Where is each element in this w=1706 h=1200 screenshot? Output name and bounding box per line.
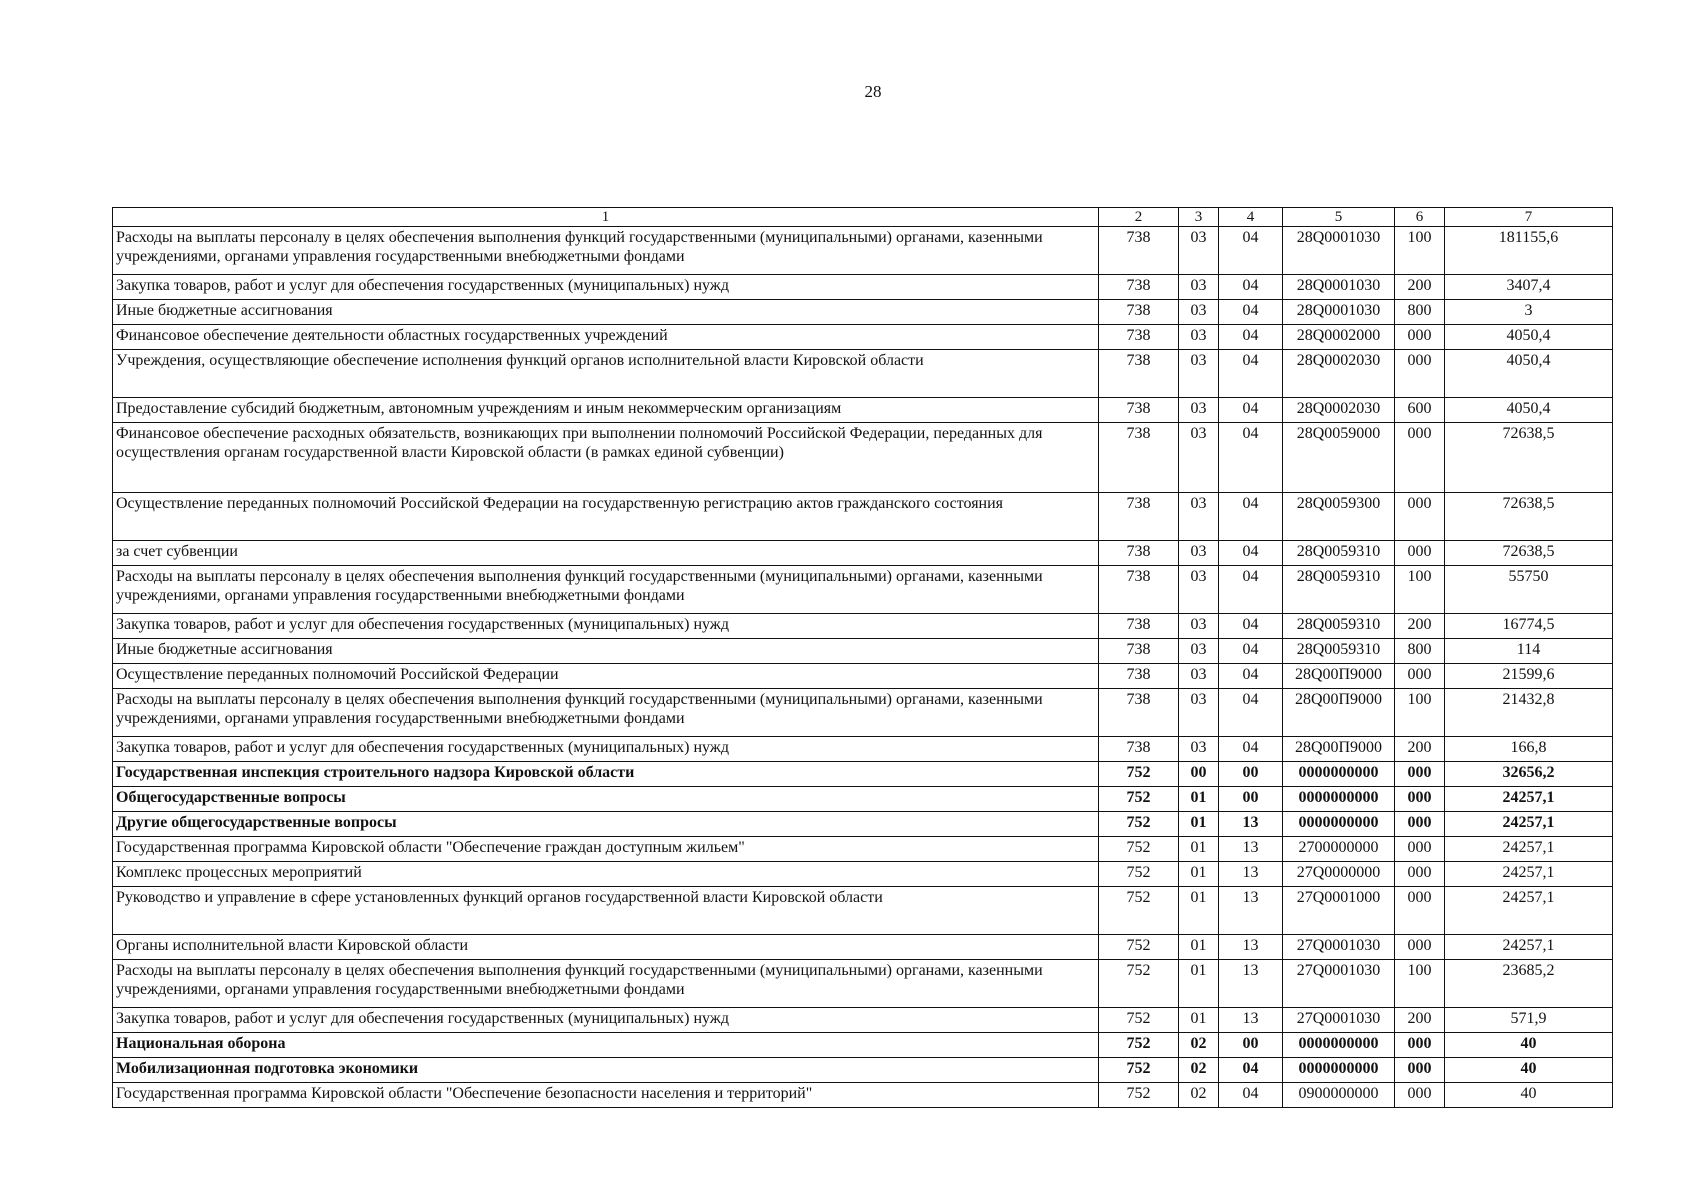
section-code-cell: 01: [1179, 812, 1219, 837]
section-code-cell: 03: [1179, 275, 1219, 300]
ministry-code-cell: 752: [1099, 935, 1179, 960]
expense-name-cell: Расходы на выплаты персоналу в целях обеспечения выполнения функций государственными (муниципальными) органами, казенными учреждениями, органами управления государственными внебюджетными фондами: [113, 566, 1099, 614]
table-row: [113, 960, 1613, 1008]
expense-name-cell: Финансовое обеспечение деятельности областных государственных учреждений: [113, 325, 1099, 350]
amount-cell: 166,8: [1445, 737, 1613, 762]
table-row: [113, 887, 1613, 935]
section-code-cell: 03: [1179, 350, 1219, 398]
subsection-code-cell: 04: [1219, 423, 1283, 493]
subsection-code-cell: 04: [1219, 1083, 1283, 1108]
amount-cell: 24257,1: [1445, 787, 1613, 812]
table-row: [113, 398, 1613, 423]
ministry-code-cell: 738: [1099, 325, 1179, 350]
subsection-code-cell: 13: [1219, 960, 1283, 1008]
expense-name-cell: Предоставление субсидий бюджетным, автономным учреждениям и иным некоммерческим организациям: [113, 398, 1099, 423]
ministry-code-cell: 738: [1099, 493, 1179, 541]
expense-type-cell: 100: [1395, 960, 1445, 1008]
subsection-code-cell: 13: [1219, 862, 1283, 887]
header-cell: 5: [1283, 208, 1395, 227]
target-article-cell: 28Q0001030: [1283, 227, 1395, 275]
section-code-cell: 01: [1179, 837, 1219, 862]
amount-cell: 40: [1445, 1058, 1613, 1083]
section-code-cell: 01: [1179, 1008, 1219, 1033]
ministry-code-cell: 738: [1099, 227, 1179, 275]
section-code-cell: 03: [1179, 423, 1219, 493]
amount-cell: 181155,6: [1445, 227, 1613, 275]
expense-name-cell: за счет субвенции: [113, 541, 1099, 566]
ministry-code-cell: 752: [1099, 1083, 1179, 1108]
expense-name-cell: Иные бюджетные ассигнования: [113, 300, 1099, 325]
table-row: [113, 1008, 1613, 1033]
amount-cell: 16774,5: [1445, 614, 1613, 639]
target-article-cell: 0900000000: [1283, 1083, 1395, 1108]
table-row: [113, 614, 1613, 639]
table-row: [113, 227, 1613, 275]
target-article-cell: 28Q0059000: [1283, 423, 1395, 493]
amount-cell: 23685,2: [1445, 960, 1613, 1008]
expense-type-cell: 100: [1395, 566, 1445, 614]
amount-cell: 24257,1: [1445, 837, 1613, 862]
subsection-code-cell: 04: [1219, 566, 1283, 614]
table-row: [113, 862, 1613, 887]
expense-name-cell: Общегосударственные вопросы: [113, 787, 1099, 812]
ministry-code-cell: 738: [1099, 664, 1179, 689]
target-article-cell: 28Q0002030: [1283, 398, 1395, 423]
section-code-cell: 02: [1179, 1083, 1219, 1108]
table-row: [113, 689, 1613, 737]
expense-name-cell: Органы исполнительной власти Кировской области: [113, 935, 1099, 960]
amount-cell: 72638,5: [1445, 423, 1613, 493]
subsection-code-cell: 04: [1219, 664, 1283, 689]
section-code-cell: 00: [1179, 762, 1219, 787]
expense-name-cell: Учреждения, осуществляющие обеспечение исполнения функций органов исполнительной власти Кировской области: [113, 350, 1099, 398]
table-row: [113, 1033, 1613, 1058]
section-code-cell: 02: [1179, 1058, 1219, 1083]
subsection-code-cell: 13: [1219, 887, 1283, 935]
expense-name-cell: Осуществление переданных полномочий Российской Федерации на государственную регистрацию актов гражданского состояния: [113, 493, 1099, 541]
section-code-cell: 01: [1179, 935, 1219, 960]
target-article-cell: 28Q0059300: [1283, 493, 1395, 541]
subsection-code-cell: 04: [1219, 227, 1283, 275]
expense-type-cell: 200: [1395, 614, 1445, 639]
ministry-code-cell: 752: [1099, 837, 1179, 862]
subsection-code-cell: 04: [1219, 737, 1283, 762]
table-row: [113, 1083, 1613, 1108]
amount-cell: 4050,4: [1445, 350, 1613, 398]
amount-cell: 114: [1445, 639, 1613, 664]
expense-name-cell: Национальная оборона: [113, 1033, 1099, 1058]
amount-cell: 4050,4: [1445, 398, 1613, 423]
expense-name-cell: Закупка товаров, работ и услуг для обеспечения государственных (муниципальных) нужд: [113, 614, 1099, 639]
expense-type-cell: 200: [1395, 275, 1445, 300]
target-article-cell: 28Q0001030: [1283, 275, 1395, 300]
table-row: [113, 300, 1613, 325]
expense-name-cell: Государственная программа Кировской области "Обеспечение граждан доступным жильем": [113, 837, 1099, 862]
target-article-cell: 28Q0059310: [1283, 639, 1395, 664]
amount-cell: 24257,1: [1445, 812, 1613, 837]
subsection-code-cell: 04: [1219, 639, 1283, 664]
section-code-cell: 03: [1179, 664, 1219, 689]
amount-cell: 3407,4: [1445, 275, 1613, 300]
expense-type-cell: 000: [1395, 837, 1445, 862]
section-code-cell: 01: [1179, 787, 1219, 812]
amount-cell: 21599,6: [1445, 664, 1613, 689]
ministry-code-cell: 752: [1099, 812, 1179, 837]
expense-name-cell: Государственная программа Кировской области "Обеспечение безопасности населения и территорий": [113, 1083, 1099, 1108]
expense-type-cell: 800: [1395, 300, 1445, 325]
table-row: [113, 275, 1613, 300]
expense-type-cell: 000: [1395, 887, 1445, 935]
table-row: [113, 837, 1613, 862]
amount-cell: 40: [1445, 1033, 1613, 1058]
subsection-code-cell: 04: [1219, 493, 1283, 541]
amount-cell: 55750: [1445, 566, 1613, 614]
target-article-cell: 28Q00П9000: [1283, 689, 1395, 737]
expense-name-cell: Осуществление переданных полномочий Российской Федерации: [113, 664, 1099, 689]
section-code-cell: 03: [1179, 737, 1219, 762]
table-row: [113, 664, 1613, 689]
table-row: [113, 737, 1613, 762]
section-code-cell: 03: [1179, 325, 1219, 350]
expense-name-cell: Комплекс процессных мероприятий: [113, 862, 1099, 887]
expense-type-cell: 000: [1395, 423, 1445, 493]
expense-type-cell: 000: [1395, 664, 1445, 689]
table-body: [113, 227, 1613, 1108]
target-article-cell: 28Q0002030: [1283, 350, 1395, 398]
subsection-code-cell: 13: [1219, 1008, 1283, 1033]
section-code-cell: 03: [1179, 227, 1219, 275]
expense-type-cell: 000: [1395, 493, 1445, 541]
expense-type-cell: 000: [1395, 1058, 1445, 1083]
ministry-code-cell: 752: [1099, 1033, 1179, 1058]
table-header-row: [113, 208, 1613, 227]
expense-name-cell: Расходы на выплаты персоналу в целях обеспечения выполнения функций государственными (муниципальными) органами, казенными учреждениями, органами управления государственными внебюджетными фондами: [113, 227, 1099, 275]
subsection-code-cell: 04: [1219, 398, 1283, 423]
section-code-cell: 03: [1179, 566, 1219, 614]
ministry-code-cell: 752: [1099, 960, 1179, 1008]
ministry-code-cell: 738: [1099, 614, 1179, 639]
target-article-cell: 28Q0002000: [1283, 325, 1395, 350]
budget-table: [112, 207, 1613, 1108]
subsection-code-cell: 04: [1219, 325, 1283, 350]
amount-cell: 3: [1445, 300, 1613, 325]
expense-type-cell: 000: [1395, 541, 1445, 566]
ministry-code-cell: 752: [1099, 762, 1179, 787]
expense-type-cell: 000: [1395, 762, 1445, 787]
expense-type-cell: 200: [1395, 1008, 1445, 1033]
ministry-code-cell: 752: [1099, 787, 1179, 812]
amount-cell: 571,9: [1445, 1008, 1613, 1033]
section-code-cell: 03: [1179, 614, 1219, 639]
expense-name-cell: Расходы на выплаты персоналу в целях обеспечения выполнения функций государственными (муниципальными) органами, казенными учреждениями, органами управления государственными внебюджетными фондами: [113, 960, 1099, 1008]
page-number: 28: [864, 82, 882, 101]
subsection-code-cell: 04: [1219, 350, 1283, 398]
ministry-code-cell: 738: [1099, 275, 1179, 300]
target-article-cell: 28Q0059310: [1283, 541, 1395, 566]
subsection-code-cell: 00: [1219, 787, 1283, 812]
header-cell: 7: [1445, 208, 1613, 227]
ministry-code-cell: 752: [1099, 1008, 1179, 1033]
subsection-code-cell: 04: [1219, 614, 1283, 639]
expense-name-cell: Государственная инспекция строительного надзора Кировской области: [113, 762, 1099, 787]
target-article-cell: 27Q0001030: [1283, 1008, 1395, 1033]
subsection-code-cell: 00: [1219, 762, 1283, 787]
amount-cell: 4050,4: [1445, 325, 1613, 350]
amount-cell: 21432,8: [1445, 689, 1613, 737]
section-code-cell: 01: [1179, 887, 1219, 935]
ministry-code-cell: 738: [1099, 300, 1179, 325]
target-article-cell: 0000000000: [1283, 762, 1395, 787]
target-article-cell: 28Q00П9000: [1283, 737, 1395, 762]
section-code-cell: 03: [1179, 639, 1219, 664]
expense-name-cell: Расходы на выплаты персоналу в целях обеспечения выполнения функций государственными (муниципальными) органами, казенными учреждениями, органами управления государственными внебюджетными фондами: [113, 689, 1099, 737]
header-cell: 2: [1099, 208, 1179, 227]
table-row: [113, 423, 1613, 493]
expense-name-cell: Финансовое обеспечение расходных обязательств, возникающих при выполнении полномочий Российской Федерации, переданных для осуществления органам государственной власти Кировской области (в рамках единой субвенции): [113, 423, 1099, 493]
expense-type-cell: 000: [1395, 1033, 1445, 1058]
amount-cell: 40: [1445, 1083, 1613, 1108]
section-code-cell: 03: [1179, 300, 1219, 325]
ministry-code-cell: 738: [1099, 737, 1179, 762]
amount-cell: 24257,1: [1445, 887, 1613, 935]
table-row: [113, 541, 1613, 566]
expense-type-cell: 000: [1395, 862, 1445, 887]
target-article-cell: 27Q0000000: [1283, 862, 1395, 887]
target-article-cell: 28Q0059310: [1283, 614, 1395, 639]
subsection-code-cell: 04: [1219, 1058, 1283, 1083]
section-code-cell: 03: [1179, 398, 1219, 423]
expense-type-cell: 100: [1395, 227, 1445, 275]
ministry-code-cell: 738: [1099, 541, 1179, 566]
expense-type-cell: 000: [1395, 350, 1445, 398]
section-code-cell: 03: [1179, 689, 1219, 737]
ministry-code-cell: 738: [1099, 566, 1179, 614]
target-article-cell: 0000000000: [1283, 787, 1395, 812]
expense-name-cell: Мобилизационная подготовка экономики: [113, 1058, 1099, 1083]
amount-cell: 72638,5: [1445, 541, 1613, 566]
target-article-cell: 0000000000: [1283, 812, 1395, 837]
header-cell: 1: [113, 208, 1099, 227]
ministry-code-cell: 738: [1099, 350, 1179, 398]
target-article-cell: 28Q0001030: [1283, 300, 1395, 325]
amount-cell: 24257,1: [1445, 862, 1613, 887]
expense-type-cell: 800: [1395, 639, 1445, 664]
ministry-code-cell: 752: [1099, 887, 1179, 935]
subsection-code-cell: 13: [1219, 837, 1283, 862]
table-row: [113, 325, 1613, 350]
expense-type-cell: 000: [1395, 812, 1445, 837]
expense-name-cell: Закупка товаров, работ и услуг для обеспечения государственных (муниципальных) нужд: [113, 1008, 1099, 1033]
section-code-cell: 03: [1179, 541, 1219, 566]
subsection-code-cell: 13: [1219, 935, 1283, 960]
table-row: [113, 350, 1613, 398]
ministry-code-cell: 738: [1099, 398, 1179, 423]
table-row: [113, 566, 1613, 614]
target-article-cell: 0000000000: [1283, 1033, 1395, 1058]
table-row: [113, 787, 1613, 812]
target-article-cell: 27Q0001000: [1283, 887, 1395, 935]
target-article-cell: 28Q00П9000: [1283, 664, 1395, 689]
section-code-cell: 01: [1179, 960, 1219, 1008]
table-row: [113, 639, 1613, 664]
table-row: [113, 493, 1613, 541]
expense-type-cell: 000: [1395, 935, 1445, 960]
amount-cell: 72638,5: [1445, 493, 1613, 541]
subsection-code-cell: 04: [1219, 300, 1283, 325]
expense-type-cell: 600: [1395, 398, 1445, 423]
table-row: [113, 762, 1613, 787]
header-cell: 6: [1395, 208, 1445, 227]
expense-type-cell: 000: [1395, 1083, 1445, 1108]
expense-name-cell: Закупка товаров, работ и услуг для обеспечения государственных (муниципальных) нужд: [113, 737, 1099, 762]
expense-name-cell: Другие общегосударственные вопросы: [113, 812, 1099, 837]
expense-name-cell: Иные бюджетные ассигнования: [113, 639, 1099, 664]
expense-type-cell: 200: [1395, 737, 1445, 762]
header-cell: 3: [1179, 208, 1219, 227]
expense-type-cell: 000: [1395, 787, 1445, 812]
section-code-cell: 03: [1179, 493, 1219, 541]
target-article-cell: 2700000000: [1283, 837, 1395, 862]
expense-type-cell: 000: [1395, 325, 1445, 350]
amount-cell: 32656,2: [1445, 762, 1613, 787]
subsection-code-cell: 13: [1219, 812, 1283, 837]
table-row: [113, 935, 1613, 960]
target-article-cell: 0000000000: [1283, 1058, 1395, 1083]
amount-cell: 24257,1: [1445, 935, 1613, 960]
table-row: [113, 1058, 1613, 1083]
expense-name-cell: Руководство и управление в сфере установленных функций органов государственной власти Кировской области: [113, 887, 1099, 935]
table-row: [113, 812, 1613, 837]
expense-type-cell: 100: [1395, 689, 1445, 737]
section-code-cell: 01: [1179, 862, 1219, 887]
ministry-code-cell: 738: [1099, 423, 1179, 493]
ministry-code-cell: 752: [1099, 862, 1179, 887]
expense-name-cell: Закупка товаров, работ и услуг для обеспечения государственных (муниципальных) нужд: [113, 275, 1099, 300]
subsection-code-cell: 04: [1219, 541, 1283, 566]
subsection-code-cell: 04: [1219, 689, 1283, 737]
ministry-code-cell: 752: [1099, 1058, 1179, 1083]
ministry-code-cell: 738: [1099, 689, 1179, 737]
target-article-cell: 27Q0001030: [1283, 935, 1395, 960]
section-code-cell: 02: [1179, 1033, 1219, 1058]
header-cell: 4: [1219, 208, 1283, 227]
ministry-code-cell: 738: [1099, 639, 1179, 664]
target-article-cell: 28Q0059310: [1283, 566, 1395, 614]
subsection-code-cell: 00: [1219, 1033, 1283, 1058]
target-article-cell: 27Q0001030: [1283, 960, 1395, 1008]
subsection-code-cell: 04: [1219, 275, 1283, 300]
